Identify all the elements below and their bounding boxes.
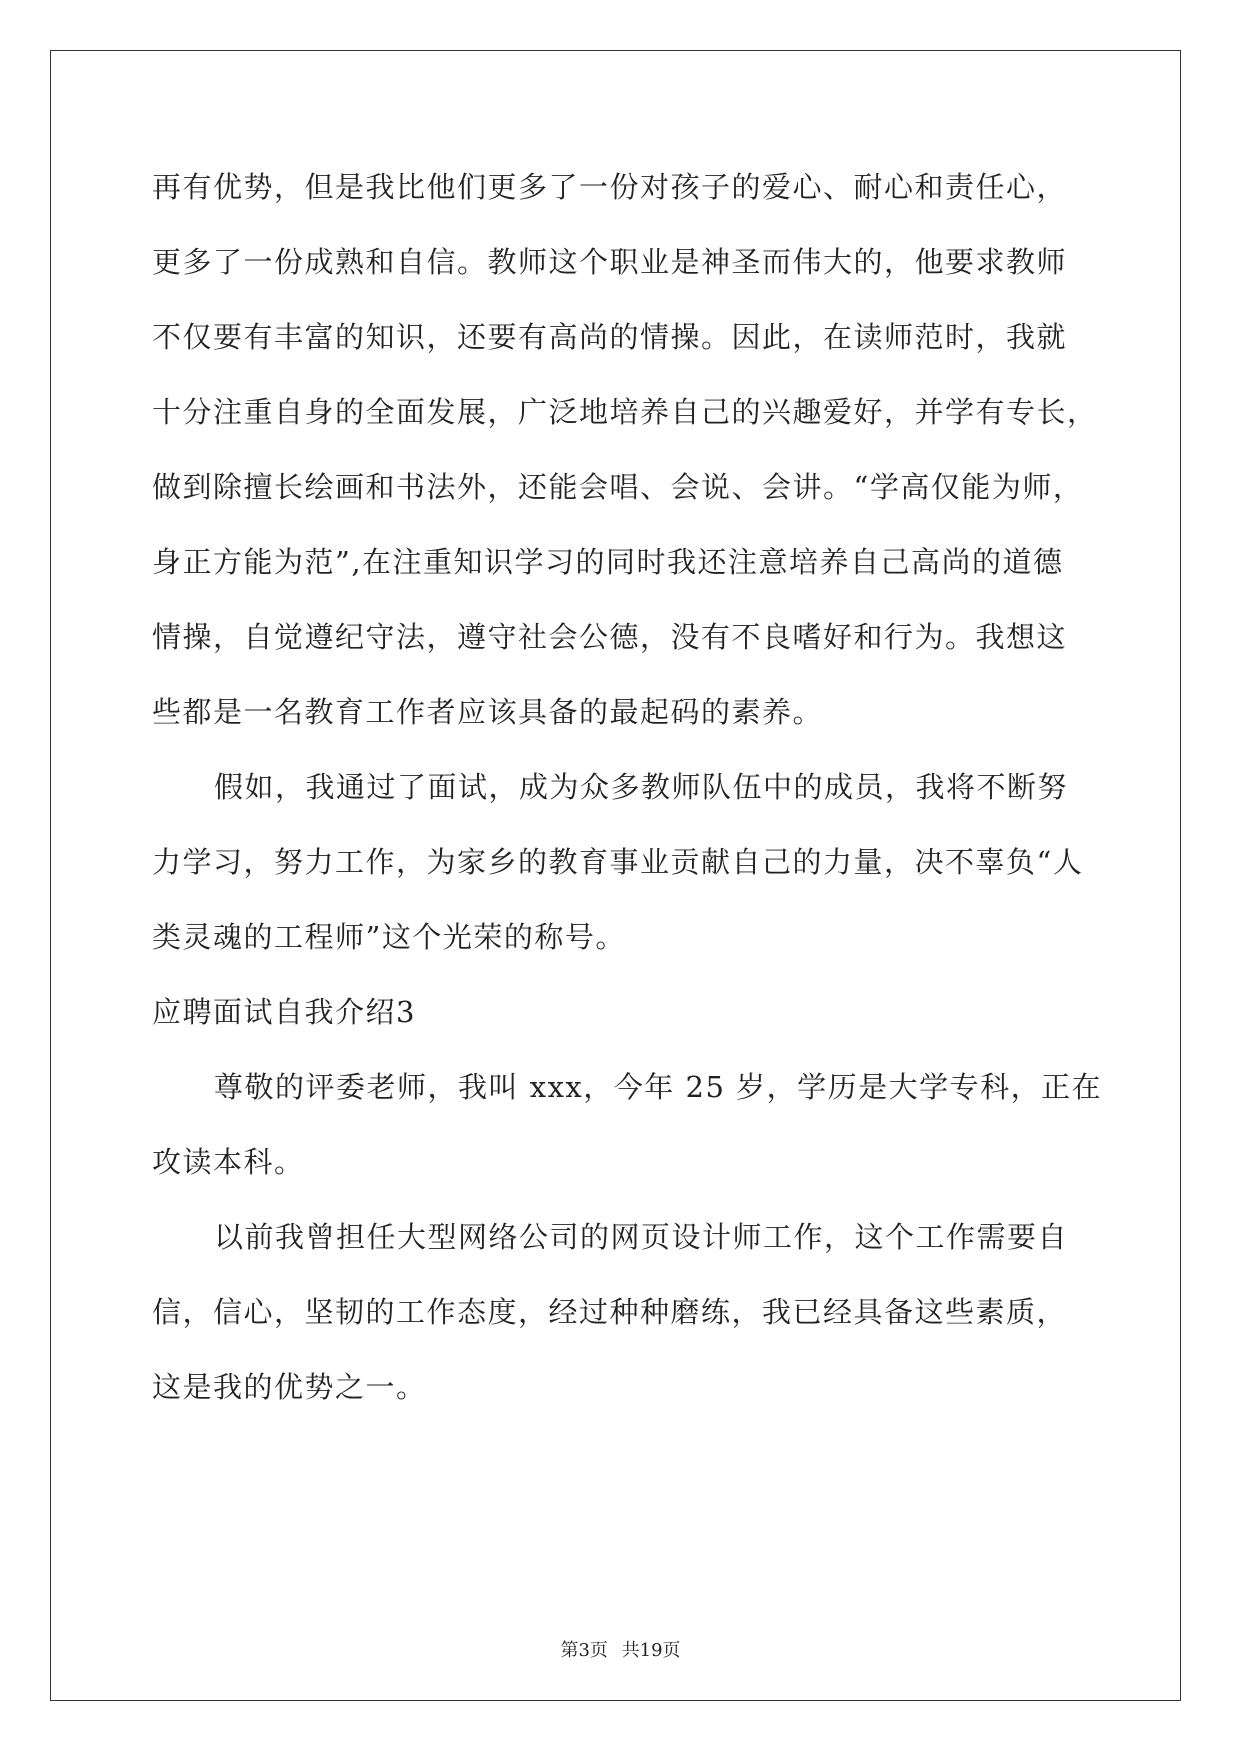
text-line: 再有优势，但是我比他们更多了一份对孩子的爱心、耐心和责任心，: [152, 170, 1068, 204]
paragraph-conclusion: [152, 762, 1087, 987]
text-line: 尊敬的评委老师，我叫 xxx，今年 25 岁，学历是大学专科，正在: [214, 1070, 1103, 1104]
text-line: 做到除擅长绘画和书法外，还能会唱、会说、会讲。“学高仅能为师，: [152, 470, 1084, 504]
text-line: 攻读本科。: [152, 1145, 305, 1179]
text-line: 情操，自觉遵纪守法，遵守社会公德，没有不良嗜好和行为。我想这: [152, 620, 1068, 654]
page-footer: [0, 1636, 1241, 1662]
text-line: 假如，我通过了面试，成为众多教师队伍中的成员，我将不断努: [214, 770, 1069, 804]
text-line: 以前我曾担任大型网络公司的网页设计师工作，这个工作需要自: [214, 1220, 1069, 1254]
text-line: 十分注重自身的全面发展，广泛地培养自己的兴趣爱好，并学有专长，: [152, 395, 1098, 429]
paragraph-continued: [152, 162, 1098, 762]
page-total: 共19页: [621, 1640, 681, 1661]
text-line: 力学习，努力工作，为家乡的教育事业贡献自己的力量，决不辜负“人: [152, 845, 1084, 879]
paragraph-experience: [152, 1212, 1087, 1437]
document-body: [152, 162, 1103, 1437]
text-line: 更多了一份成熟和自信。教师这个职业是神圣而伟大的，他要求教师: [152, 245, 1068, 279]
text-line: 信，信心，坚韧的工作态度，经过种种磨练，我已经具备这些素质，: [152, 1295, 1068, 1329]
text-line: 不仅要有丰富的知识，还要有高尚的情操。因此，在读师范时，我就: [152, 320, 1068, 354]
section-heading: 应聘面试自我介绍3: [152, 995, 416, 1029]
text-line: 些都是一名教育工作者应该具备的最起码的素养。: [152, 695, 824, 729]
text-line: 类灵魂的工程师”这个光荣的称号。: [152, 920, 626, 954]
page-number: 第3页: [560, 1640, 608, 1661]
text-line: 这是我的优势之一。: [152, 1370, 427, 1404]
text-line: 身正方能为范”,在注重知识学习的同时我还注意培养自己高尚的道德: [152, 545, 1064, 579]
paragraph-intro: [152, 1062, 1103, 1212]
